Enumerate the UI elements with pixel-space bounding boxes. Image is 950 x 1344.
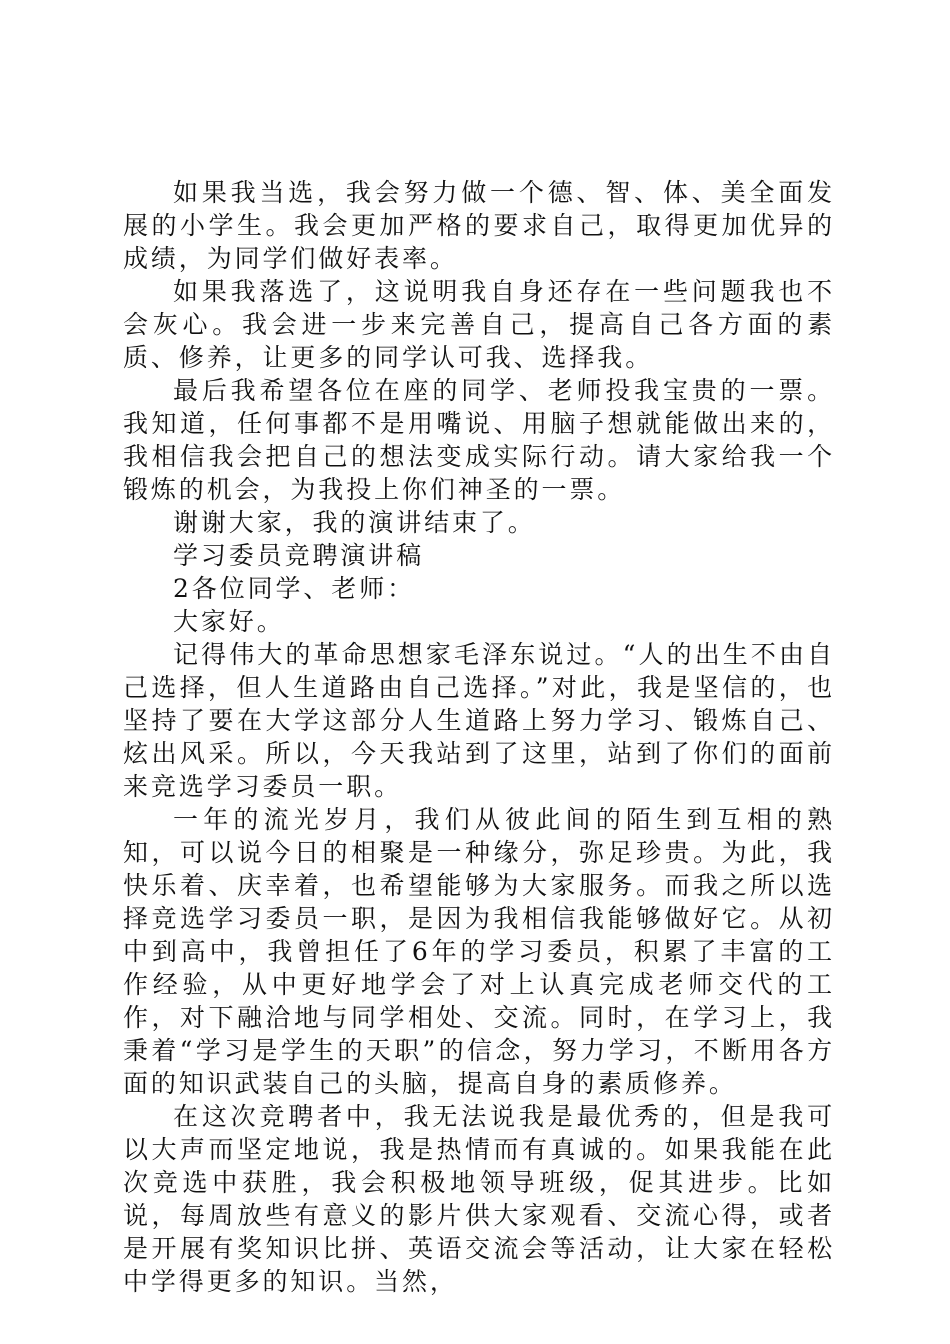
paragraph-closing-request: 最后我希望各位在座的同学、老师投我宝贵的一票。我知道，任何事都不是用嘴说、用脑子想就能做出来的，我相信我会把自己的想法变成实际行动。请大家给我一个锻炼的机会，为我投上你们神圣的一票。 xyxy=(123,376,835,504)
paragraph-if-not-elected: 如果我落选了，这说明我自身还存在一些问题我也不会灰心。我会进一步来完善自己，提高自己各方面的素质、修养，让更多的同学认可我、选择我。 xyxy=(123,277,835,372)
document-body xyxy=(123,176,835,1298)
paragraph-quote: 记得伟大的革命思想家毛泽东说过。“人的出生不由自己选择，但人生道路由自己选择。”对此，我是坚信的，也坚持了要在大学这部分人生道路上努力学习、锻炼自己、炫出风采。所以，今天我站到了这里，站到了你们的面前来竞选学习委员一职。 xyxy=(123,640,835,801)
paragraph-experience: 一年的流光岁月，我们从彼此间的陌生到互相的熟知，可以说今日的相聚是一种缘分，弥足珍贵。为此，我快乐着、庆幸着，也希望能够为大家服务。而我之所以选择竞选学习委员一职，是因为我相信我能够做好它。从初中到高中，我曾担任了6年的学习委员，积累了丰富的工作经验，从中更好地学会了对上认真完成老师交代的工作，对下融洽地与同学相处、交流。同时，在学习上，我秉着“学习是学生的天职”的信念，努力学习，不断用各方面的知识武装自己的头脑，提高自身的素质修养。 xyxy=(123,805,835,1098)
paragraph-if-elected: 如果我当选，我会努力做一个德、智、体、美全面发展的小学生。我会更加严格的要求自己，取得更加优异的成绩，为同学们做好表率。 xyxy=(123,178,835,273)
paragraph-thanks: 谢谢大家，我的演讲结束了。 xyxy=(173,508,536,537)
salutation: 2各位同学、老师： xyxy=(173,574,416,603)
section-title: 学习委员竞聘演讲稿 xyxy=(173,541,425,570)
paragraph-plans: 在这次竞聘者中，我无法说我是最优秀的，但是我可以大声而坚定地说，我是热情而有真诚的。如果我能在此次竞选中获胜，我会积极地领导班级，促其进步。比如说，每周放些有意义的影片供大家观看、交流心得，或者是开展有奖知识比拼、英语交流会等活动，让大家在轻松中学得更多的知识。当然， xyxy=(123,1102,835,1296)
greeting: 大家好。 xyxy=(173,607,285,636)
